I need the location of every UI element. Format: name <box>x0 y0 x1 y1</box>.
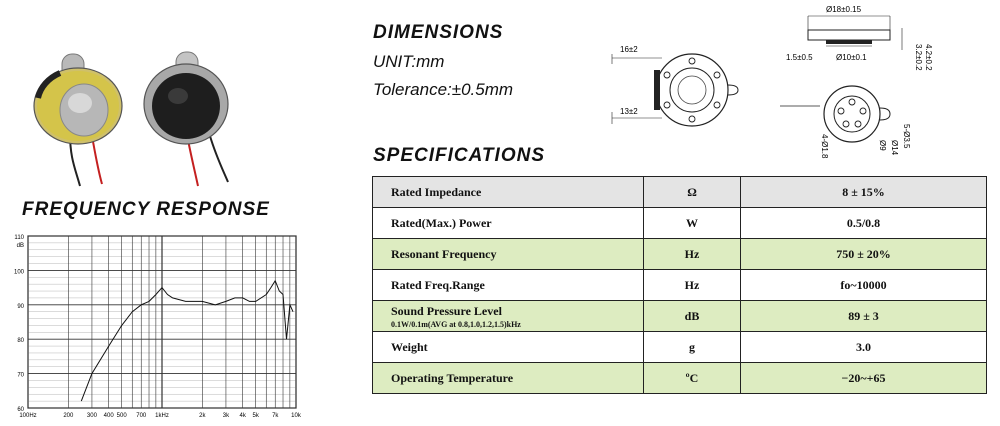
spec-name-text: Rated Freq.Range <box>391 277 485 292</box>
spec-row <box>373 363 987 394</box>
spec-name-text: Rated(Max.) Power <box>391 215 492 230</box>
x-tick-label: 300 <box>86 413 97 419</box>
spec-unit: dB <box>644 301 741 332</box>
spec-name <box>373 363 644 394</box>
dim-label-42: 4.2±0.2 <box>924 44 933 71</box>
dim-label-13: 13±2 <box>620 107 638 116</box>
spec-row <box>373 208 987 239</box>
product-photo-front <box>30 48 130 188</box>
dim-label-5: 5-Ø3.5 <box>902 124 911 149</box>
spec-name <box>373 301 644 332</box>
x-tick-label: 500 <box>116 413 127 419</box>
x-tick-label: 2k <box>199 413 206 419</box>
spec-name <box>373 270 644 301</box>
spec-name-text: Rated Impedance <box>391 184 482 199</box>
dim-label-15: 1.5±0.5 <box>786 53 813 62</box>
unit-text: UNIT:mm <box>373 52 445 71</box>
dim-label-10: Ø10±0.1 <box>836 53 867 62</box>
dimension-drawing-side <box>778 2 938 97</box>
spec-unit: W <box>644 208 741 239</box>
y-tick-label: 90 <box>17 303 24 310</box>
spec-name <box>373 177 644 208</box>
x-tick-label: 3k <box>222 413 230 419</box>
frequency-response-chart <box>8 230 304 420</box>
tolerance-text: Tolerance:±0.5mm <box>373 80 514 99</box>
spec-unit: Hz <box>644 270 741 301</box>
x-tick-label: 700 <box>136 413 147 419</box>
spec-row <box>373 177 987 208</box>
spec-row <box>373 270 987 301</box>
y-tick-label: 60 <box>17 407 24 413</box>
dimensions-heading: DIMENSIONS <box>373 22 504 43</box>
y-axis-label: dB <box>16 243 24 249</box>
spec-unit: Ω <box>644 177 741 208</box>
spec-value: 8 ± 15% <box>741 177 987 208</box>
dim-label-4: 4-Ø1.8 <box>820 134 829 159</box>
spec-row <box>373 239 987 270</box>
frequency-response-heading: FREQUENCY RESPONSE <box>22 199 270 220</box>
dim-label-18: Ø18±0.15 <box>826 5 862 14</box>
x-tick-label: 4k <box>239 413 246 419</box>
spec-name-text: Operating Temperature <box>391 370 514 385</box>
y-tick-label: 100 <box>13 269 24 276</box>
spec-value: 0.5/0.8 <box>741 208 987 239</box>
spec-value: −20~+65 <box>741 363 987 394</box>
spec-note: 0.1W/0.1m(AVG at 0.8,1.0,1.2,1.5)kHz <box>391 319 521 329</box>
product-photo-back <box>140 48 240 188</box>
dimension-drawing-rear <box>780 84 950 179</box>
x-tick-label: 10k <box>291 413 301 419</box>
y-tick-label: 70 <box>17 372 24 379</box>
spec-value: 89 ± 3 <box>741 301 987 332</box>
y-tick-label: 80 <box>17 338 24 345</box>
x-tick-label: 7k <box>272 413 279 419</box>
spec-value: fo~10000 <box>741 270 987 301</box>
spec-unit: Hz <box>644 239 741 270</box>
specifications-table <box>372 176 987 394</box>
dimension-drawing-front <box>592 30 762 155</box>
spec-name-text: Weight <box>391 339 428 354</box>
spec-name <box>373 239 644 270</box>
spec-unit: g <box>644 332 741 363</box>
spec-unit: ºC <box>644 363 741 394</box>
dim-label-16: 16±2 <box>620 45 638 54</box>
dim-label-14: Ø14 <box>890 140 899 156</box>
spec-row <box>373 301 987 332</box>
specifications-heading: SPECIFICATIONS <box>373 145 545 166</box>
spec-row <box>373 332 987 363</box>
x-tick-label: 400 <box>103 413 114 419</box>
x-tick-label: 100Hz <box>19 413 37 419</box>
x-tick-label: 200 <box>63 413 74 419</box>
spec-value: 750 ± 20% <box>741 239 987 270</box>
y-tick-label: 110 <box>14 235 24 241</box>
spec-name <box>373 208 644 239</box>
spec-name <box>373 332 644 363</box>
x-tick-label: 5k <box>252 413 259 419</box>
x-tick-label: 1kHz <box>155 413 169 419</box>
dim-label-9: Ø9 <box>878 140 887 151</box>
spec-name-text: Resonant Frequency <box>391 246 497 261</box>
spec-name-text: Sound Pressure Level <box>391 303 502 318</box>
dim-label-32: 3.2±0.2 <box>914 44 923 71</box>
spec-value: 3.0 <box>741 332 987 363</box>
